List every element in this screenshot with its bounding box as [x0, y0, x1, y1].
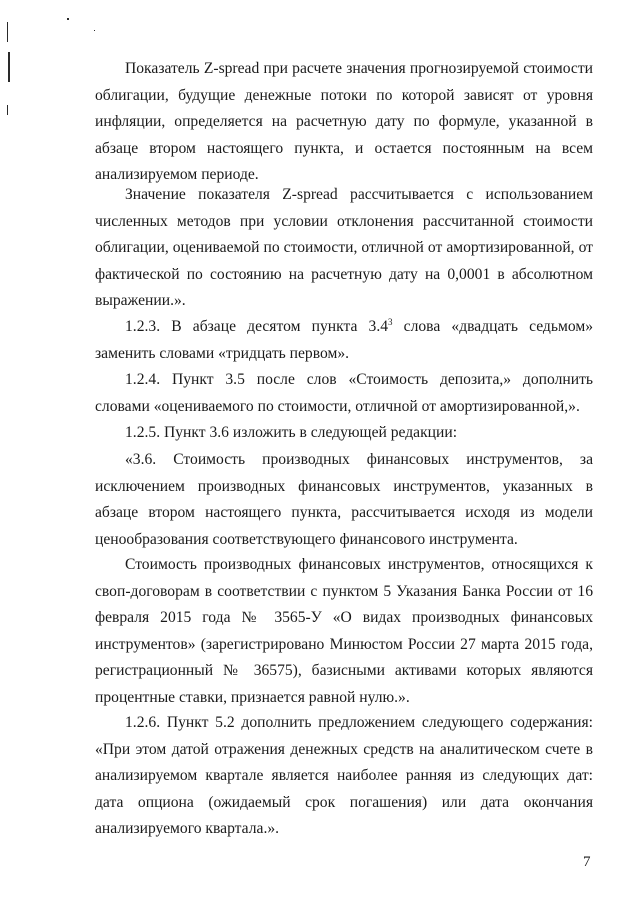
paragraph-3-6: «3.6. Стоимость производных финансовых инструментов, за исключением производных финансовых инструментов, указанных в абзаце втором настоящего пункта, рассчитывается исходя из модели ценообразования соответствующего финансового инструмента. — [95, 451, 593, 548]
scan-speck — [67, 18, 69, 20]
margin-binding-mark — [8, 52, 10, 82]
margin-binding-mark — [7, 22, 8, 42]
paragraph-1-2-4: 1.2.4. Пункт 3.5 после слов «Стоимость депозита,» дополнить словами «оцениваемого по стоимости, отличной от амортизированной,». — [95, 371, 593, 415]
paragraph-1-2-3-superscript: 3 — [388, 316, 393, 327]
paragraph-1-2-6: 1.2.6. Пункт 5.2 дополнить предложением следующего содержания: «При этом датой отражения денежных средств на аналитическом счете в анализируемом квартале является наиболее ранняя из следующих дат: дата опциона (ожидаемый срок погашения) или дата окончания анализируемого квартала.». — [95, 714, 593, 838]
paragraph-1-2-3 — [95, 314, 593, 367]
paragraph-z-spread-calculation: Значение показателя Z-spread рассчитывается с использованием численных методов при условии отклонения рассчитанной стоимости облигации, оцениваемой по стоимости, отличной от амортизированной, от фактической по состоянию на расчетную дату на 0,0001 в абсолютном выражении.». — [95, 186, 593, 310]
paragraph-1-2-5: 1.2.5. Пункт 3.6 изложить в следующей редакции: — [125, 424, 458, 441]
margin-binding-mark — [7, 105, 8, 115]
paragraph-1-2-3-text-end: слова «двадцать седьмом» заменить словами «тридцать первом». — [95, 318, 593, 362]
paragraph-z-spread-definition: Показатель Z-spread при расчете значения прогнозируемой стоимости облигации, будущие денежные потоки по которой зависят от уровня инфляции, определяется на расчетную дату по формуле, указанной в абзаце втором настоящего пункта, и остается постоянным на всем анализируемом периоде. — [95, 60, 593, 184]
paragraph-swap-contracts: Стоимость производных финансовых инструментов, относящихся к своп-договорам в соответствии с пунктом 5 Указания Банка России от 16 февраля 2015 года № 3565-У «О видах производных финансовых инструментов» (зарегистрировано Минюстом России 27 марта 2015 года, регистрационный № 36575), базисными активами которых являются процентные ставки, признается равной нулю.». — [95, 556, 593, 706]
paragraph-1-2-3-text: 1.2.3. В абзаце десятом пункта 3.4 — [125, 318, 389, 335]
scan-speck — [94, 30, 95, 31]
page-number: 7 — [583, 854, 591, 870]
